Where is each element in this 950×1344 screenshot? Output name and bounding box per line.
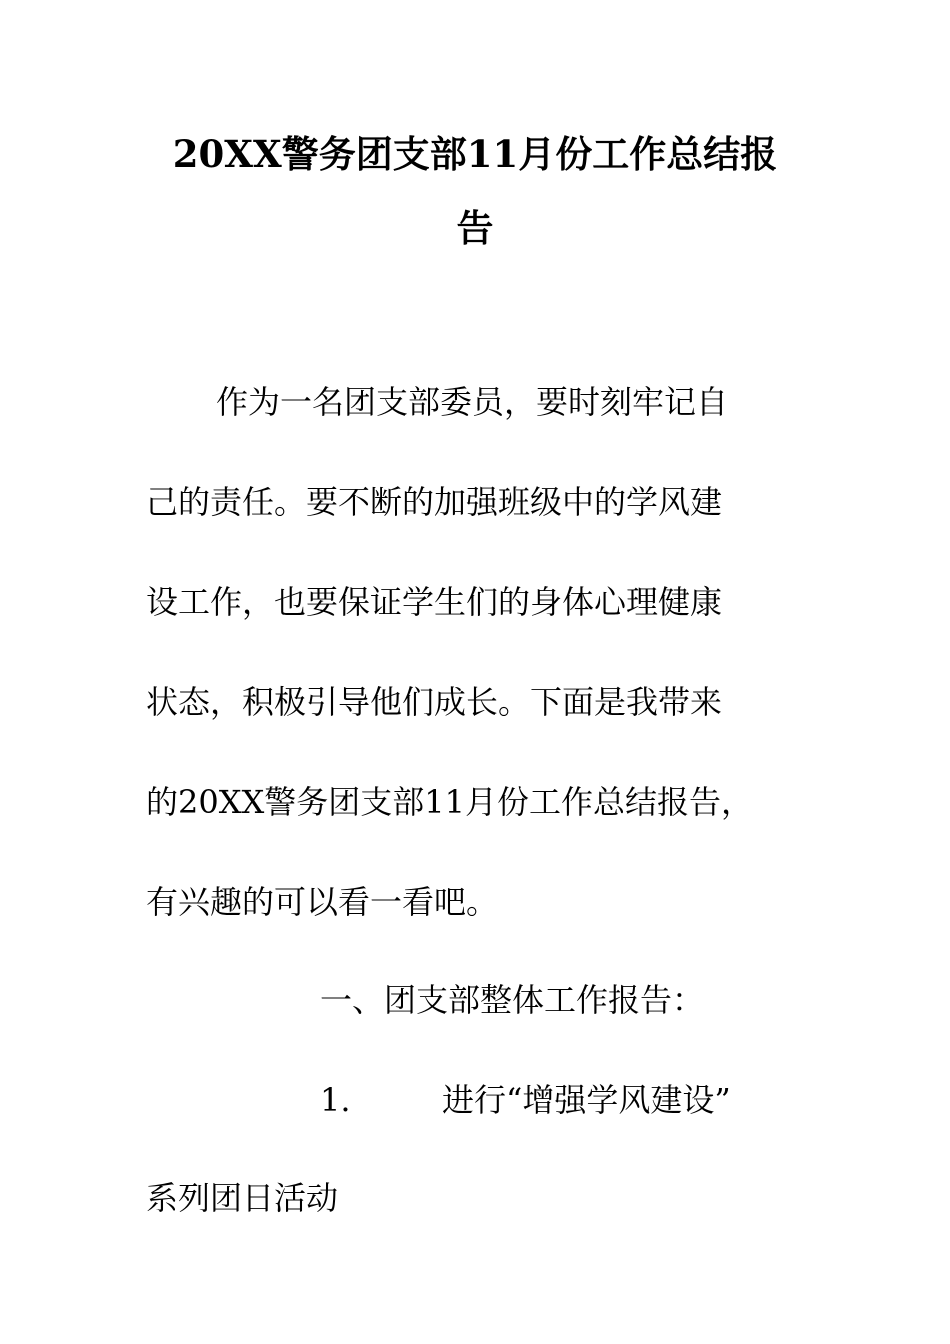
list-item-text-line-2: 系列团日活动 [146,1179,339,1217]
list-item-text-line-1: 进行“增强学风建设” [442,1081,731,1119]
intro-line-5: 的20XX警务团支部11月份工作总结报告， [146,783,754,821]
intro-line-6: 有兴趣的可以看一看吧。 [146,883,499,921]
document-title-line-1: 20XX警务团支部11月份工作总结报 [172,132,778,176]
intro-line-2: 己的责任。要不断的加强班级中的学风建 [146,483,723,521]
intro-line-1: 作为一名团支部委员，要时刻牢记自 [216,383,729,421]
intro-line-3: 设工作，也要保证学生们的身体心理健康 [146,583,723,621]
intro-line-4: 状态，积极引导他们成长。下面是我带来 [146,683,723,721]
document-title-line-2: 告 [456,206,494,250]
section-heading: 一、团支部整体工作报告： [320,981,705,1019]
list-item-number: 1. [320,1081,351,1119]
